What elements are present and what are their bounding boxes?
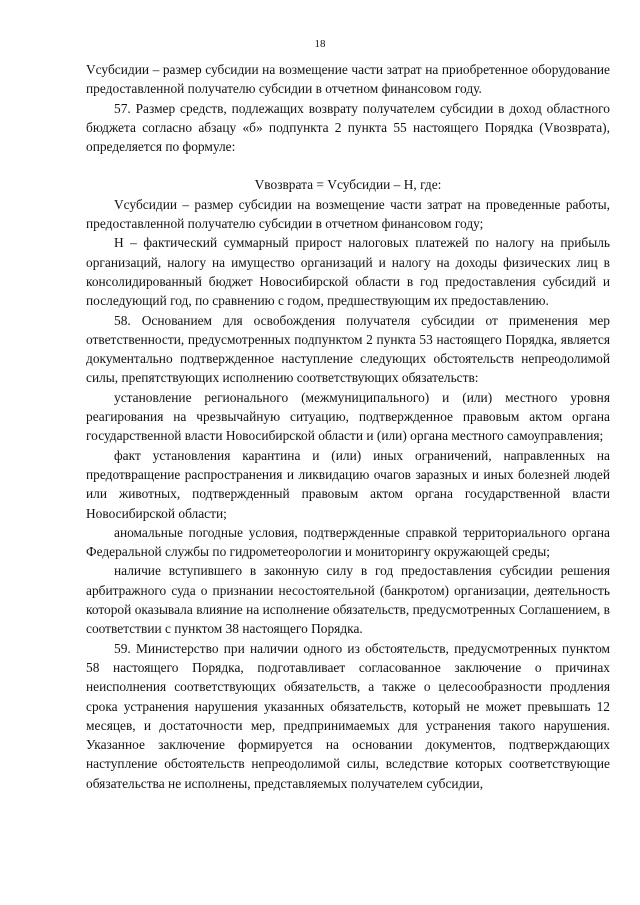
paragraph-58-weather: аномальные погодные условия, подтвержденные справкой территориального органа Федеральной службы по гидрометеорологии и мониторингу окружающей среды;: [86, 524, 610, 560]
paragraph-h-definition: Н – фактический суммарный прирост налоговых платежей по налогу на прибыль организаций, налогу на имущество организаций и налогу на доходы физических лиц в консолидированный бюджет Новосибирской области в год предоставления субсидий и последующий год, по сравнению с годом, предшествующим их предоставлению.: [86, 235, 610, 309]
paragraph-58: 58. Основанием для освобождения получателя субсидии от применения мер ответственности, предусмотренных подпунктом 2 пункта 53 настоящего Порядка, является документально подтвержденное наступление следующих обстоятельств непреодолимой силы, препятствующих исполнению соответствующих обязательств:: [86, 312, 610, 386]
paragraph-58-quarantine: факт установления карантина и (или) иных ограничений, направленных на предотвращение распространения и ликвидацию очагов заразных и иных болезней людей или животных, подтвержденный правовым актом органа государственной власти Новосибирской области;: [86, 447, 610, 521]
document-body: [86, 60, 610, 793]
paragraph-v-subsidy-definition: Vсубсидии – размер субсидии на возмещение части затрат на приобретенное оборудование предоставленной получателю субсидии в отчетном финансовом году.: [86, 62, 610, 97]
paragraph-58-emergency: установление регионального (межмуниципального) и (или) местного уровня реагирования на чрезвычайную ситуацию, подтвержденное правовым актом органа государственной власти Новосибирской области и (или) органа местного самоуправления;: [86, 389, 610, 444]
page-number: 18: [314, 38, 326, 50]
paragraph-58-bankruptcy: наличие вступившего в законную силу в год предоставления субсидии решения арбитражного суда о признании несостоятельной (банкротом) организации, деятельность которой оказывала влияние на исполнение обязательств, предусмотренных Соглашением, в соответствии с пунктом 38 настоящего Порядка.: [86, 563, 610, 637]
formula: Vвозврата = Vсубсидии – Н, где:: [254, 177, 442, 193]
paragraph-v-subsidy-works: Vсубсидии – размер субсидии на возмещение части затрат на проведенные работы, предоставленной получателю субсидии в отчетном финансовом году;: [86, 196, 610, 232]
paragraph-59: 59. Министерство при наличии одного из обстоятельств, предусмотренных пунктом 58 настоящего Порядка, подготавливает согласованное заключение о причинах неисполнения соответствующих обязательств, а также о целесообразности продления срока устранения нарушения указанных обязательств, который не может превышать 12 месяцев, и достаточности мер, предпринимаемых для устранения такого нарушения. Указанное заключение формируется на основании документов, подтверждающих наступление обстоятельств непреодолимой силы, вследствие которых соответствующие обязательства не исполнены, представляемых получателем субсидии,: [86, 640, 610, 791]
paragraph-57: 57. Размер средств, подлежащих возврату получателем субсидии в доход областного бюджета согласно абзацу «б» подпункта 2 пункта 55 настоящего Порядка (Vвозврата), определяется по формуле:: [86, 100, 610, 155]
